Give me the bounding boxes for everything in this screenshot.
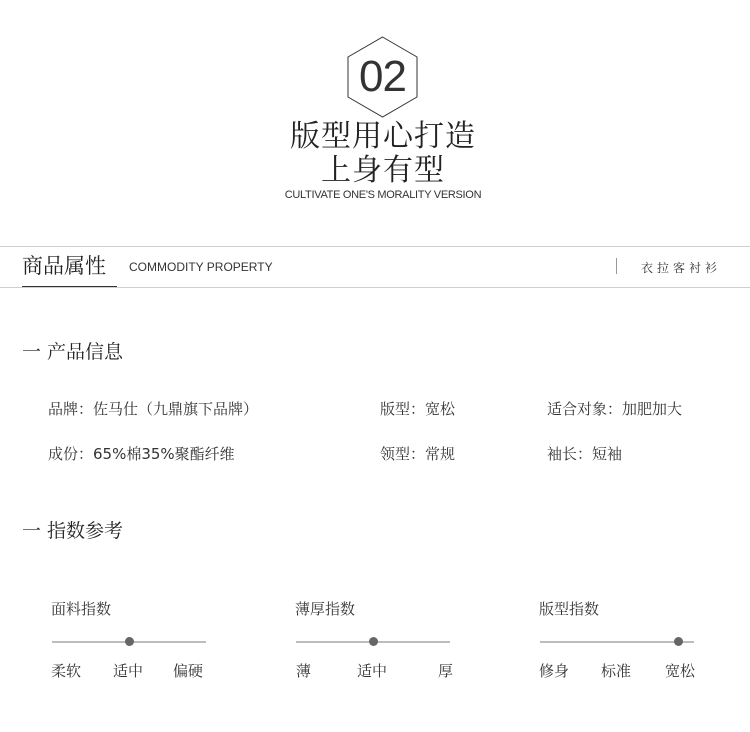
thickness-index-title: 薄厚指数	[295, 600, 356, 618]
fit-label-slim: 修身	[539, 662, 570, 680]
fabric-label-hard: 偏硬	[173, 662, 204, 680]
fit-label-loose: 宽松	[665, 662, 696, 680]
hero-subtitle: CULTIVATE ONE'S MORALITY VERSION	[284, 189, 482, 201]
hero-title-line1: 版型用心打造	[290, 119, 476, 154]
thickness-index-marker	[369, 637, 378, 646]
section-bar-top-divider	[0, 246, 750, 247]
info-material: 成份：65%棉35%聚酯纤维	[48, 445, 235, 463]
fabric-index-marker	[125, 637, 134, 646]
thickness-label-thick: 厚	[438, 662, 454, 680]
section-bar-category: 衣拉客衬衫	[641, 261, 722, 275]
product-info-heading: 一 产品信息	[22, 341, 124, 363]
info-sleeve: 袖长：短袖	[547, 445, 623, 463]
info-target: 适合对象：加肥加大	[547, 400, 683, 418]
fabric-label-soft: 柔软	[51, 662, 82, 680]
index-reference-heading: 一 指数参考	[22, 520, 124, 542]
section-bar-english-title: COMMODITY PROPERTY	[129, 260, 273, 274]
info-fit: 版型：宽松	[380, 400, 456, 418]
fit-label-standard: 标准	[601, 662, 632, 680]
info-collar: 领型：常规	[380, 445, 456, 463]
thickness-label-medium: 适中	[357, 662, 388, 680]
fit-index-track	[540, 641, 694, 643]
section-bar-separator	[616, 258, 617, 274]
section-bar-bottom-divider	[0, 287, 750, 288]
hero-title-line2: 上身有型	[321, 153, 445, 188]
fabric-index-title: 面料指数	[51, 600, 112, 618]
fabric-label-medium: 适中	[113, 662, 144, 680]
section-bar-title: 商品属性	[22, 254, 106, 278]
fit-index-title: 版型指数	[539, 600, 600, 618]
info-brand: 品牌：佐马仕（九鼎旗下品牌）	[48, 400, 259, 418]
fit-index-marker	[674, 637, 683, 646]
section-number: 02	[359, 52, 406, 101]
thickness-label-thin: 薄	[296, 662, 312, 680]
